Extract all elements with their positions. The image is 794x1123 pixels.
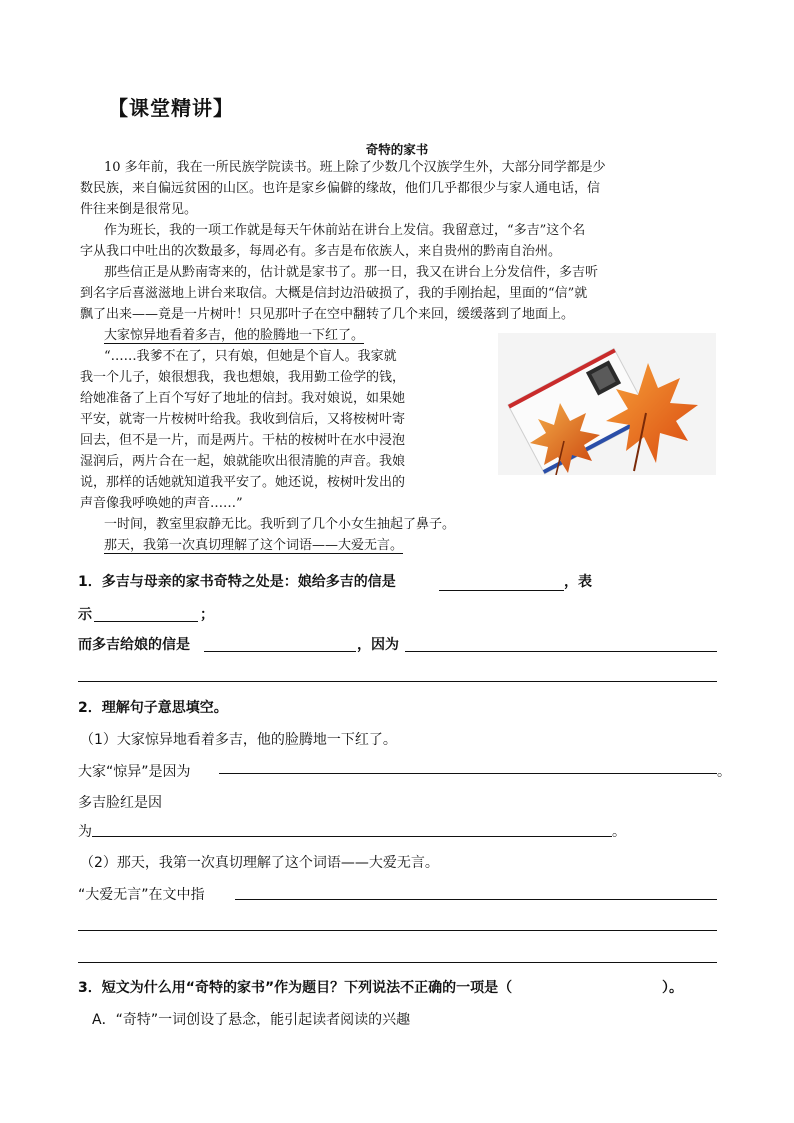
q3-option-a[interactable]: A．“奇特”一词创设了悬念，能引起读者阅读的兴趣 (92, 1012, 411, 1028)
story-line-underlined (104, 535, 403, 556)
story-line: 飘了出来——竟是一片树叶！只见那叶子在空中翻转了几个来回，缓缓落到了地面上。 (80, 307, 575, 322)
section-heading: 【课堂精讲】 (108, 96, 234, 120)
envelope-leaves-image (498, 333, 716, 475)
q1-text: ，因为 (357, 637, 399, 653)
story-line: 声音像我呼唤她的声音……” (80, 496, 243, 511)
answer-line[interactable] (78, 681, 717, 682)
answer-line[interactable] (78, 930, 717, 931)
q2-blank-blush[interactable] (92, 836, 612, 837)
story-line: 到名字后喜滋滋地上讲台来取信。大概是信封边沿破损了，我的手刚抬起，里面的“信”就 (80, 286, 588, 301)
q3-title: 3．短文为什么用“奇特的家书”作为题目？下列说法不正确的一项是（ (78, 980, 513, 996)
q2-blank-surprise[interactable] (219, 773, 717, 774)
q2-answer-label: 多吉脸红是因 (78, 795, 162, 811)
story-line: 我一个儿子，娘很想我，我也想娘，我用勤工俭学的钱， (80, 370, 406, 385)
q2-answer-label: “大爱无言”在文中指 (78, 887, 205, 903)
answer-line[interactable] (78, 962, 717, 963)
q1-blank-letter[interactable] (439, 590, 564, 591)
q2-text: 。 (717, 764, 731, 780)
q2-answer-label: 大家“惊异”是因为 (78, 764, 191, 780)
q1-blank-reason[interactable] (405, 651, 717, 652)
story-line-underlined (104, 325, 364, 346)
story-line: 数民族，来自偏远贫困的山区。也许是家乡偏僻的缘故，他们几乎都很少与家人通电话，信 (80, 181, 601, 196)
q2-text: 。 (612, 824, 626, 840)
q2-answer-label: 为 (78, 824, 92, 840)
q2-sub1: （1）大家惊异地看着多吉，他的脸腾地一下红了。 (80, 732, 397, 748)
q2-title: 2．理解句子意思填空。 (78, 700, 228, 716)
underlined-sentence: 大家惊异地看着多吉，他的脸腾地一下红了。 (104, 328, 365, 343)
story-line: 那些信正是从黔南寄来的，估计就是家书了。那一日，我又在讲台上分发信件，多吉听 (104, 265, 599, 280)
story-line: 作为班长，我的一项工作就是每天午休前站在讲台上发信。我留意过，“多吉”这个名 (104, 223, 586, 238)
q1-text: 而多吉给娘的信是 (78, 637, 190, 653)
q2-blank-meaning[interactable] (235, 899, 717, 900)
q1-blank-reply[interactable] (204, 651, 356, 652)
story-line: 给她准备了上百个写好了地址的信封。我对娘说，如果她 (80, 391, 406, 406)
story-line: 10 多年前，我在一所民族学院读书。班上除了少数几个汉族学生外，大部分同学都是少 (104, 160, 606, 175)
q1-blank-meaning[interactable] (94, 621, 198, 622)
q1-text: ； (200, 607, 214, 623)
story-line: 字从我口中吐出的次数最多，每周必有。多吉是布依族人，来自贵州的黔南自治州。 (80, 244, 562, 259)
underlined-sentence: 那天，我第一次真切理解了这个词语——大爱无言。 (104, 538, 404, 553)
q1-text: ，表 (564, 574, 592, 590)
story-line: 件往来倒是很常见。 (80, 202, 198, 217)
story-line: 平安，就寄一片桉树叶给我。我收到信后，又将桉树叶寄 (80, 412, 406, 427)
q1-text: 示 (78, 607, 92, 623)
story-line: 说，那样的话她就知道我平安了。她还说，桉树叶发出的 (80, 475, 406, 490)
story-line: “……我爹不在了，只有娘，但她是个盲人。我家就 (104, 349, 397, 364)
story-line: 湿润后，两片合在一起，娘就能吹出很清脆的声音。我娘 (80, 454, 406, 469)
q3-text: ）。 (662, 980, 683, 996)
story-line: 一时间，教室里寂静无比。我听到了几个小女生抽起了鼻子。 (104, 517, 456, 532)
q1-prompt: 1．多吉与母亲的家书奇特之处是：娘给多吉的信是 (78, 574, 396, 590)
q2-sub2: （2）那天，我第一次真切理解了这个词语——大爱无言。 (80, 855, 439, 871)
story-title: 奇特的家书 (365, 142, 429, 157)
story-line: 回去，但不是一片，而是两片。干枯的桉树叶在水中浸泡 (80, 433, 406, 448)
